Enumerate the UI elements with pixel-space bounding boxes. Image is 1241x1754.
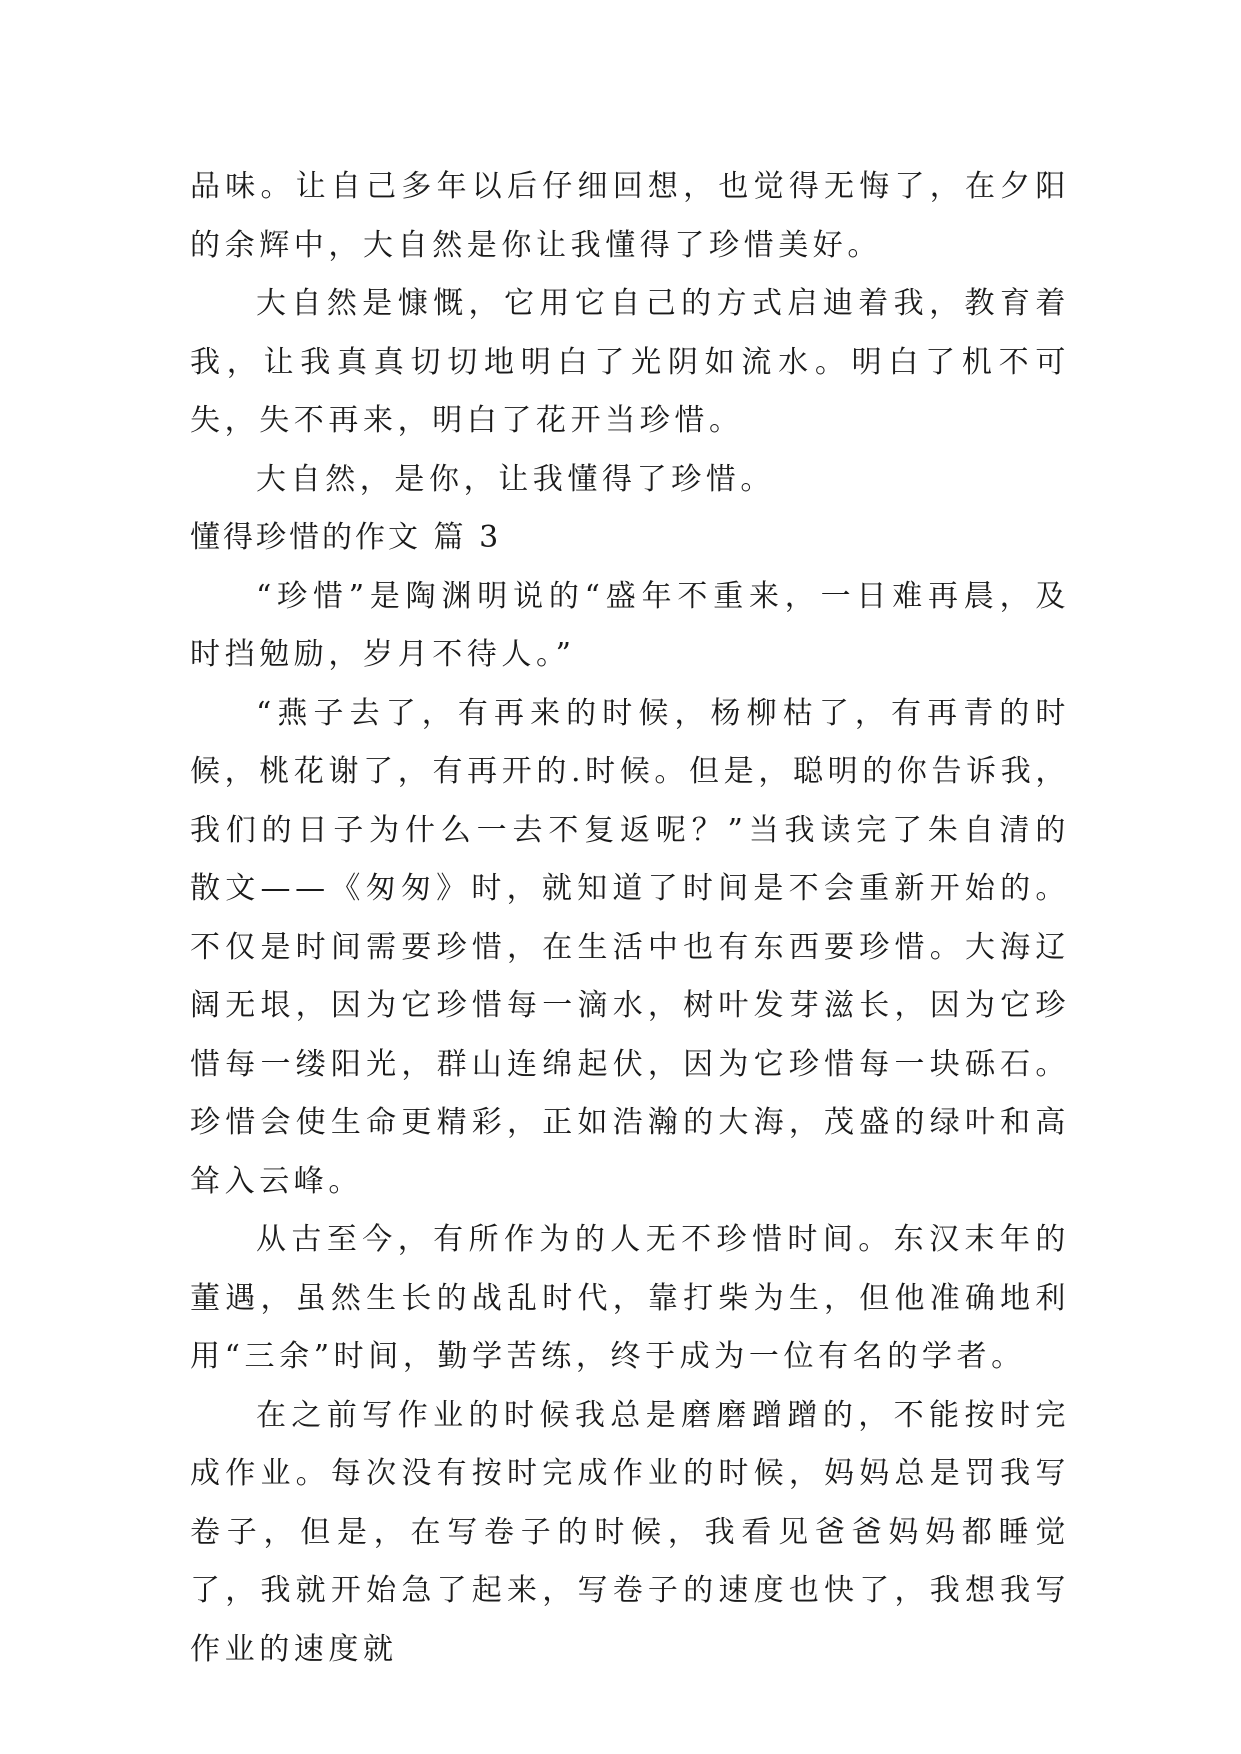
paragraph: “燕子去了，有再来的时候，杨柳枯了，有再青的时候，桃花谢了，有再开的.时候。但是，聪明的你告诉我，我们的日子为什么一去不复返呢？”当我读完了朱自清的散文——《匆匆》时，就知道了时间是不会重新开始的。不仅是时间需要珍惜，在生活中也有东西要珍惜。大海辽阔无垠，因为它珍惜每一滴水，树叶发芽滋长，因为它珍惜每一缕阳光，群山连绵起伏，因为它珍惜每一块砾石。珍惜会使生命更精彩，正如浩瀚的大海，茂盛的绿叶和高耸入云峰。	[190, 695, 1070, 1199]
section-title: 懂得珍惜的作文 篇 3	[190, 520, 502, 555]
paragraph: “珍惜”是陶渊明说的“盛年不重来，一日难再晨，及时挡勉励，岁月不待人。”	[190, 578, 1070, 672]
paragraph: 大自然，是你，让我懂得了珍惜。	[256, 461, 775, 497]
document-body	[190, 158, 1070, 1679]
paragraph: 从古至今，有所作为的人无不珍惜时间。东汉末年的董遇，虽然生长的战乱时代，靠打柴为生，但他准确地利用“三余”时间，勤学苦练，终于成为一位有名的学者。	[190, 1222, 1070, 1374]
paragraph-continued: 品味。让自己多年以后仔细回想，也觉得无悔了，在夕阳的余辉中，大自然是你让我懂得了珍惜美好。	[190, 169, 1070, 263]
paragraph: 在之前写作业的时候我总是磨磨蹭蹭的，不能按时完成作业。每次没有按时完成作业的时候，妈妈总是罚我写卷子，但是，在写卷子的时候，我看见爸爸妈妈都睡觉了，我就开始急了起来，写卷子的速度也快了，我想我写作业的速度就	[190, 1397, 1070, 1667]
paragraph: 大自然是慷慨，它用它自己的方式启迪着我，教育着我，让我真真切切地明白了光阴如流水。明白了机不可失，失不再来，明白了花开当珍惜。	[190, 286, 1070, 438]
